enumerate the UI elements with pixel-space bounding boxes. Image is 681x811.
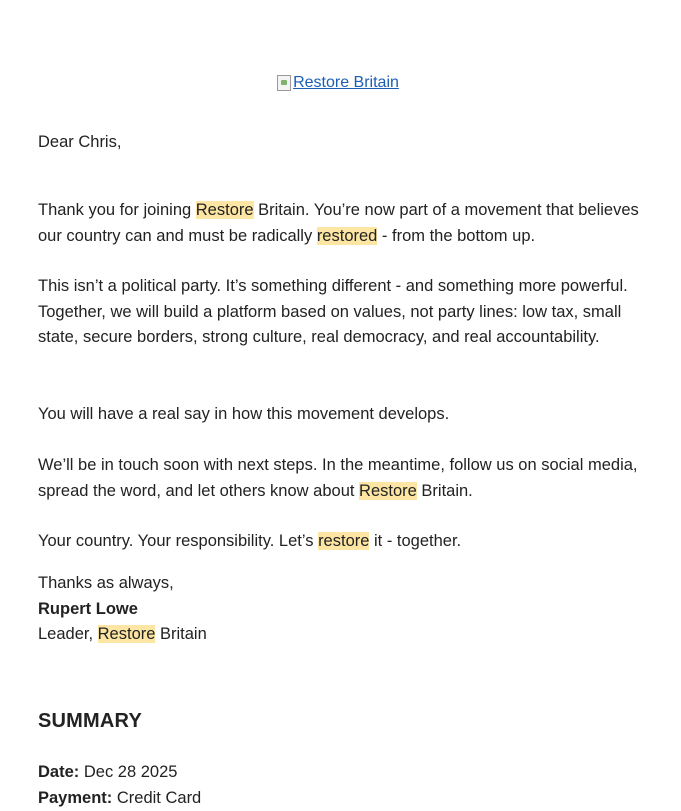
text-segment: Your country. Your responsibility. Let’s bbox=[38, 532, 319, 550]
payment-label: Payment: bbox=[38, 789, 113, 807]
highlighted-word: Restore bbox=[97, 625, 156, 643]
paragraph-next-steps bbox=[38, 453, 643, 504]
paragraph-responsibility bbox=[38, 529, 643, 555]
text-segment: - from the bottom up. bbox=[377, 226, 536, 245]
text-segment: We’ll be in touch soon with next steps. In the meantime, follow us on social media, spread the word, and let others know about bbox=[38, 456, 638, 500]
paragraph-values: This isn’t a political party. It’s something different - and something more powerful. Together, we will build a platform based on values, not party lines: low tax, small state, secure borders, strong culture, real democracy, and real accountability. bbox=[38, 277, 628, 346]
summary-heading: SUMMARY bbox=[38, 710, 142, 732]
highlighted-word: Restore bbox=[195, 201, 254, 219]
highlighted-word: Restore bbox=[359, 481, 417, 500]
signer-name: Rupert Lowe bbox=[38, 599, 138, 618]
highlighted-word: restored bbox=[316, 226, 378, 245]
paragraph-say: You will have a real say in how this movement develops. bbox=[38, 405, 450, 423]
signer-title bbox=[38, 622, 207, 648]
signoff-block bbox=[38, 571, 207, 648]
paragraph-welcome bbox=[38, 198, 643, 249]
summary-date-row bbox=[38, 759, 201, 785]
text-segment: Britain. bbox=[416, 481, 473, 500]
date-label: Date: bbox=[38, 763, 80, 781]
payment-value: Credit Card bbox=[116, 789, 202, 807]
restore-britain-logo-link[interactable] bbox=[277, 74, 399, 92]
greeting: Dear Chris, bbox=[38, 133, 122, 151]
closing-line: Thanks as always, bbox=[38, 574, 174, 592]
text-segment: Leader, bbox=[38, 625, 98, 643]
summary-payment-row bbox=[38, 785, 201, 811]
text-segment: it - together. bbox=[369, 532, 462, 550]
highlighted-word: restore bbox=[318, 532, 370, 550]
date-value: Dec 28 2025 bbox=[83, 763, 178, 781]
logo-alt-text: Restore Britain bbox=[293, 74, 399, 91]
broken-image-icon bbox=[277, 75, 291, 91]
text-segment: Britain. You’re now part of a movement that believes our country can and must be radically bbox=[38, 201, 639, 245]
text-segment: Britain bbox=[155, 625, 207, 643]
text-segment: Thank you for joining bbox=[38, 201, 196, 219]
logo-container bbox=[38, 74, 638, 96]
summary-details bbox=[38, 759, 201, 811]
